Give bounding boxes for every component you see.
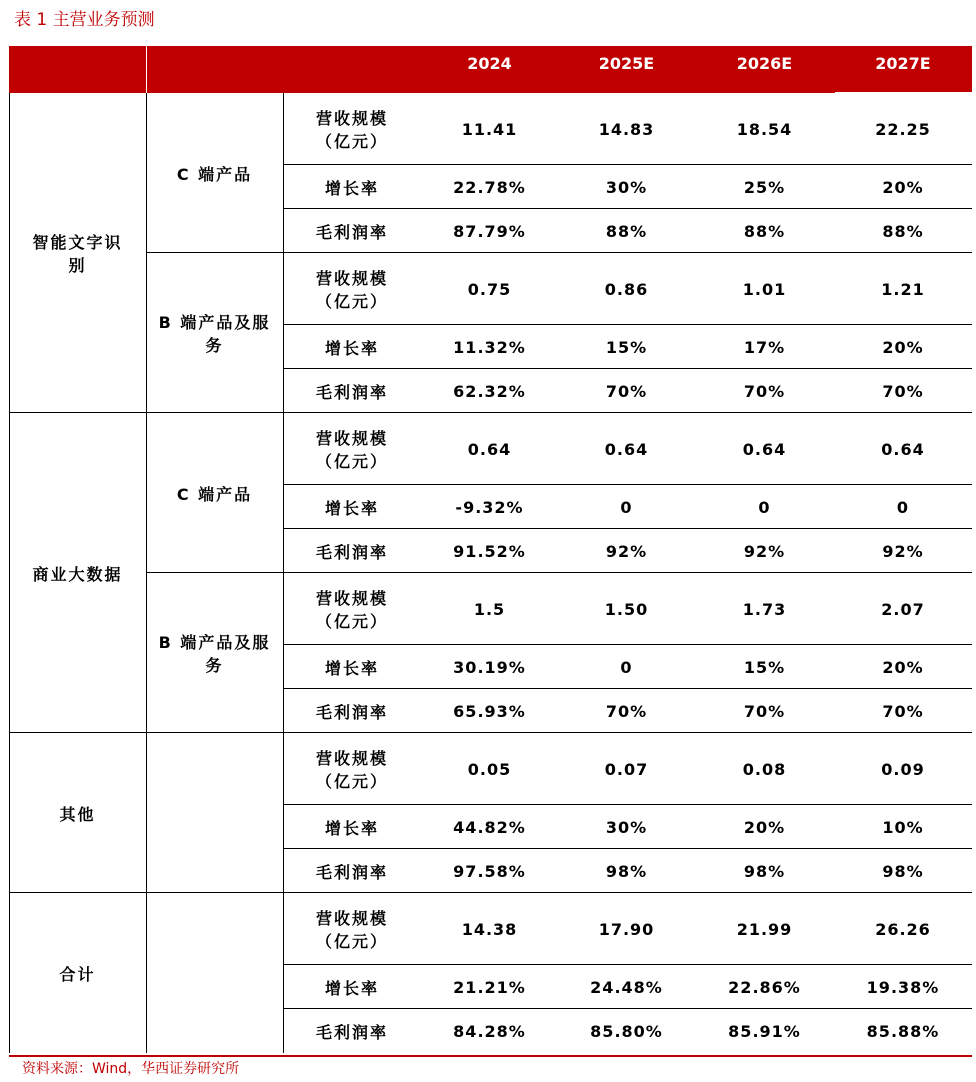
table-cell: 97.58% <box>453 861 526 881</box>
table-cell: 88% <box>743 221 786 241</box>
metric-revenue: 营收规模 （亿元） <box>315 109 388 151</box>
table-cell: 22.86% <box>728 977 801 997</box>
table-cell: 21.21% <box>453 977 526 997</box>
table-cell: 1.21 <box>881 279 925 299</box>
table-cell: 2.07 <box>881 599 925 619</box>
bottom-rule <box>9 1055 972 1057</box>
metric-margin: 毛利润率 <box>315 702 388 722</box>
table-cell: 20% <box>882 337 924 357</box>
subgroup-column-border <box>283 93 284 1053</box>
table-cell: 17% <box>743 337 786 357</box>
table-cell: 92% <box>743 541 786 561</box>
subgroup-label <box>146 733 283 893</box>
table-cell: 62.32% <box>453 381 526 401</box>
subgroup-label: C 端产品 <box>176 164 253 184</box>
group-label: 合计 <box>59 964 96 984</box>
table-cell: 30.19% <box>453 657 526 677</box>
table-cell: 15% <box>743 657 786 677</box>
table-cell: 85.88% <box>866 1021 940 1041</box>
table-cell: 88% <box>882 221 924 241</box>
metric-revenue: 营收规模 （亿元） <box>315 429 388 471</box>
table-cell: 1.50 <box>604 599 649 619</box>
table-title: 表 1 主营业务预测 <box>14 10 155 30</box>
metric-growth: 增长率 <box>324 178 379 198</box>
table-cell: 44.82% <box>453 817 526 837</box>
table-cell: 98% <box>882 861 924 881</box>
metric-revenue: 营收规模 （亿元） <box>315 269 388 311</box>
metric-margin: 毛利润率 <box>315 222 388 242</box>
table-cell: -9.32% <box>455 497 524 517</box>
metric-revenue: 营收规模 （亿元） <box>315 589 388 631</box>
table-cell: 21.99 <box>736 919 793 939</box>
table-cell: 0.07 <box>604 759 649 779</box>
table-cell: 70% <box>605 701 648 721</box>
table-cell: 92% <box>605 541 648 561</box>
group-column-border <box>146 93 147 1053</box>
table-cell: 87.79% <box>453 221 526 241</box>
table-cell: 85.91% <box>728 1021 801 1041</box>
table-cell: 65.93% <box>453 701 526 721</box>
table-cell: 92% <box>882 541 924 561</box>
table-cell: 19.38% <box>866 977 940 997</box>
group-label: 其他 <box>59 804 96 824</box>
table-cell: 1.73 <box>742 599 787 619</box>
subgroup-label: C 端产品 <box>176 484 253 504</box>
metric-growth: 增长率 <box>324 978 379 998</box>
table-cell: 88% <box>605 221 648 241</box>
metric-margin: 毛利润率 <box>315 1022 388 1042</box>
subgroup-label: B 端产品及服 务 <box>158 633 271 675</box>
header-year: 2024 <box>467 54 512 73</box>
table-cell: 11.32% <box>453 337 526 357</box>
subgroup-label <box>146 893 283 1053</box>
table-cell: 18.54 <box>736 119 793 139</box>
table-cell: 1.5 <box>473 599 506 619</box>
table-cell: 85.80% <box>590 1021 663 1041</box>
table-cell: 10% <box>882 817 924 837</box>
table-cell: 0 <box>896 497 910 517</box>
table-cell: 0.64 <box>742 439 787 459</box>
table-cell: 20% <box>882 657 924 677</box>
table-cell: 0.05 <box>467 759 512 779</box>
table-cell: 70% <box>882 701 924 721</box>
header-year: 2027E <box>875 54 931 73</box>
table-cell: 14.38 <box>461 919 518 939</box>
table-cell: 11.41 <box>461 119 518 139</box>
metric-growth: 增长率 <box>324 818 379 838</box>
metric-revenue: 营收规模 （亿元） <box>315 909 388 951</box>
table-cell: 0 <box>620 657 633 677</box>
table-cell: 70% <box>882 381 924 401</box>
metric-growth: 增长率 <box>324 658 379 678</box>
table-cell: 0 <box>620 497 633 517</box>
table-cell: 30% <box>605 817 648 837</box>
table-cell: 20% <box>743 817 786 837</box>
subgroup-label: B 端产品及服 务 <box>158 313 271 355</box>
metric-margin: 毛利润率 <box>315 542 388 562</box>
table-cell: 22.78% <box>453 177 526 197</box>
group-label: 智能文字识 别 <box>32 233 123 275</box>
table-cell: 0.64 <box>881 439 925 459</box>
table-cell: 26.26 <box>875 919 931 939</box>
header-divider <box>146 46 147 93</box>
table-cell: 98% <box>743 861 786 881</box>
table-cell: 22.25 <box>875 119 931 139</box>
metric-growth: 增长率 <box>324 338 379 358</box>
table-cell: 15% <box>605 337 648 357</box>
table-cell: 0.64 <box>604 439 649 459</box>
table-cell: 25% <box>743 177 786 197</box>
table-cell: 84.28% <box>453 1021 526 1041</box>
table-cell: 30% <box>605 177 648 197</box>
table-cell: 70% <box>605 381 648 401</box>
group-label: 商业大数据 <box>32 564 123 584</box>
table-cell: 24.48% <box>590 977 663 997</box>
table-cell: 17.90 <box>598 919 655 939</box>
table-cell: 0.08 <box>742 759 787 779</box>
source-note: 资料来源：Wind，华西证券研究所 <box>22 1061 240 1077</box>
table-cell: 1.01 <box>742 279 787 299</box>
header-year: 2025E <box>598 54 655 73</box>
table-cell: 0.09 <box>881 759 925 779</box>
table-cell: 0 <box>758 497 771 517</box>
header-year: 2026E <box>736 54 793 73</box>
table-cell: 0.86 <box>604 279 649 299</box>
table-cell: 20% <box>882 177 924 197</box>
table-left-border <box>9 93 10 1053</box>
metric-growth: 增长率 <box>324 498 379 518</box>
table-cell: 91.52% <box>453 541 526 561</box>
table-cell: 14.83 <box>598 119 655 139</box>
forecast-table <box>9 46 972 1056</box>
metric-margin: 毛利润率 <box>315 382 388 402</box>
metric-revenue: 营收规模 （亿元） <box>315 749 388 791</box>
table-cell: 70% <box>743 701 786 721</box>
metric-margin: 毛利润率 <box>315 862 388 882</box>
table-cell: 0.64 <box>467 439 512 459</box>
table-cell: 98% <box>605 861 648 881</box>
table-cell: 70% <box>743 381 786 401</box>
table-cell: 0.75 <box>467 279 512 299</box>
